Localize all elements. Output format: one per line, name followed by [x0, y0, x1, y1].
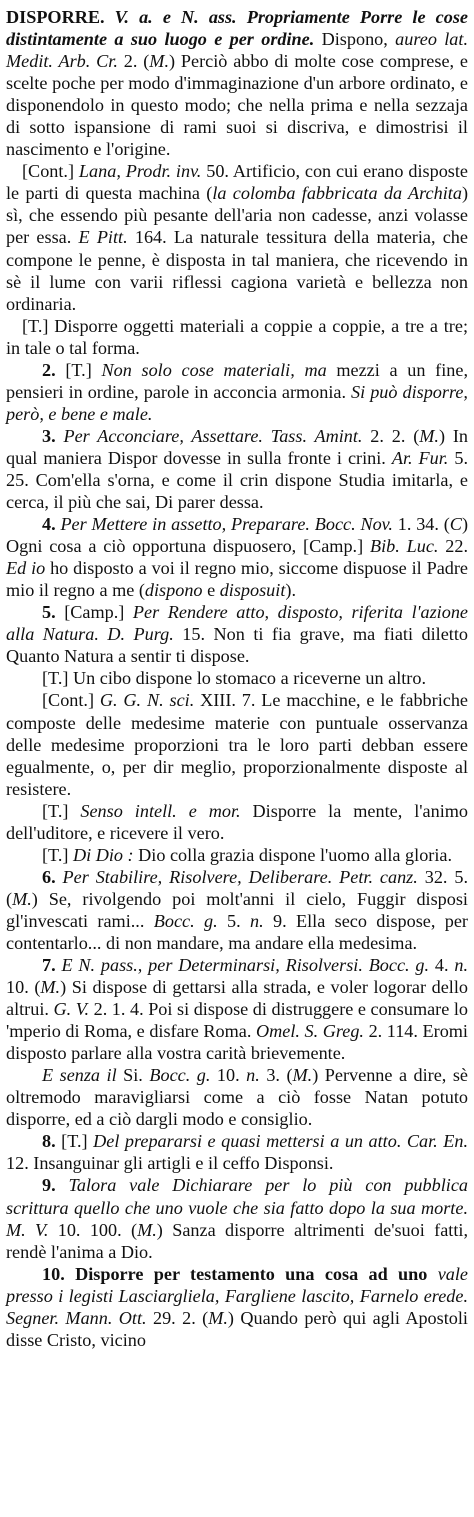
- entry-text: disposuit: [219, 580, 286, 601]
- entry-text: Bib. Luc.: [369, 536, 439, 557]
- entry-text: 2. 1. 4. Poi si dispose di distruggere e consumare lo 'mperio di Roma, e disfare Roma.: [6, 999, 468, 1042]
- entry-text: 22.: [438, 536, 469, 557]
- sense-number: 6.: [42, 866, 56, 887]
- entry-text: [Camp.]: [55, 602, 133, 623]
- entry-text: 10.: [210, 1065, 247, 1086]
- entry-text: 12. Insanguinar gli artigli e il ceffo Disponsi.: [6, 1153, 334, 1174]
- entry-text: [T.] Disporre oggetti materiali a coppie a coppie, a tre a tre; in tale o tal forma.: [6, 315, 468, 358]
- entry-text: M.: [12, 888, 32, 909]
- entry-text: 15. Non ti fia grave, ma fiati diletto Quanto Natura a sentir ti dispose.: [6, 624, 469, 667]
- entry-text: [Cont.]: [22, 161, 79, 182]
- entry-text: [T.]: [42, 844, 73, 865]
- entry-text: M.: [149, 51, 169, 72]
- entry-text: Si.: [116, 1065, 150, 1086]
- entry-text: Per Rendere atto, disposto, riferita l'azione alla Natura. D. Purg.: [6, 602, 468, 645]
- entry-paragraph: [6, 844, 468, 866]
- entry-text: 2. 114. Eromi disposto parlare alla vostra carità brievemente.: [6, 1021, 468, 1064]
- sense-number: 7.: [42, 955, 56, 976]
- entry-text: [Cont.]: [42, 690, 100, 711]
- entry-text: C: [449, 514, 462, 535]
- entry-text: Disporre per testamento una cosa ad uno: [64, 1263, 428, 1284]
- entry-text: XIII. 7. Le macchine, e le fabbriche composte delle medesime materie con puntuale osservanza delle medesime proporzioni tra le loro parti debban essere egualmente, o, per dir meglio, proporzionalmente disposte al resistere.: [6, 690, 468, 799]
- entry-paragraph: [6, 1130, 468, 1174]
- entry-text: Bocc. g.: [153, 910, 218, 931]
- entry-text: Per Acconciare, Assettare. Tass. Amint.: [55, 425, 363, 446]
- entry-text: Del prepararsi e quasi mettersi a un atto. Car. En.: [93, 1131, 468, 1152]
- entry-text: [T.]: [55, 1131, 94, 1152]
- sense-number: 3.: [42, 425, 56, 446]
- entry-paragraph: [6, 315, 468, 359]
- entry-text: 5.: [217, 910, 250, 931]
- entry-text: E Pitt.: [78, 227, 128, 248]
- entry-text: ) Sanza disporre altrimenti de'suoi fatti, rendè l'anima a Dio.: [6, 1219, 468, 1262]
- entry-text: n.: [246, 1065, 260, 1086]
- entry-text: Ed io: [6, 558, 46, 579]
- entry-text: M.: [137, 1219, 157, 1240]
- entry-text: M.: [208, 1307, 228, 1328]
- sense-number: 5.: [42, 602, 56, 623]
- entry-text: ).: [285, 580, 296, 601]
- entry-text: Si può disporre, però, e bene e male.: [6, 381, 468, 424]
- entry-text: M.: [40, 977, 61, 998]
- entry-text: Omel. S. Greg.: [255, 1021, 364, 1042]
- entry-text: G. G. N. sci.: [99, 690, 195, 711]
- entry-paragraph: [6, 1174, 468, 1262]
- entry-paragraph: [6, 601, 468, 667]
- entry-text: Per Stabilire, Risolvere, Deliberare. Petr. canz.: [55, 866, 418, 887]
- entry-text: aureo lat. Medit. Arb. Cr.: [6, 29, 468, 72]
- entry-text: n.: [250, 910, 264, 931]
- entry-text: Dispono,: [314, 29, 396, 50]
- entry-text: Non solo cose materiali, ma: [101, 359, 327, 380]
- entry-text: ) Pervenne a dire, sè oltremodo maravigliarsi come a ciò fosse Natan potuto disporre, ed a ciò dargli modo e consiglio.: [6, 1065, 469, 1130]
- entry-text: 3. (: [259, 1065, 293, 1086]
- entry-text: [T.]: [42, 800, 81, 821]
- entry-text: M.: [292, 1065, 313, 1086]
- entry-text: 2. 2. (: [362, 425, 420, 446]
- entry-text: 50. Artificio, con cui erano disposte le parti di questa machina (: [6, 161, 468, 204]
- entry-paragraph: [6, 425, 468, 513]
- entry-text: M.: [419, 425, 439, 446]
- entry-paragraph: [6, 689, 468, 799]
- sense-number: 2.: [42, 359, 56, 380]
- entry-paragraph: [6, 954, 468, 1064]
- entry-text: 164. La naturale tessitura della materia, che compone le penne, è disposta in tal maniera, che ricevendo in sè il lume con varii riflessi cagiona varietà e bellezza non ordinaria.: [6, 227, 468, 314]
- entry-text: 32. 5. (: [6, 866, 468, 909]
- sense-number: 4.: [42, 514, 56, 535]
- entry-text: 10. (: [6, 977, 41, 998]
- entry-paragraph: [6, 1263, 468, 1351]
- entry-text: Per Mettere in assetto, Preparare. Bocc. Nov.: [55, 514, 393, 535]
- entry-text: Ar. Fur.: [391, 447, 449, 468]
- entry-paragraph: [6, 866, 468, 954]
- entry-text: ho disposto a voi il regno mio, siccome dispuose il Padre mio il regno a me (: [6, 558, 468, 601]
- entry-text: ) Si dispose di gettarsi alla strada, e voler logorar dello altrui.: [6, 977, 468, 1020]
- entry-text: [T.]: [55, 359, 102, 380]
- entry-text: [T.] Un cibo dispone lo stomaco a riceverne un altro.: [42, 668, 426, 689]
- entry-text: 1. 34. (: [392, 514, 450, 535]
- sense-number: 10.: [42, 1263, 65, 1284]
- entry-text: ) Se, rivolgendo poi molt'anni il cielo, Fuggir disposi gl'invescati rami...: [6, 888, 468, 931]
- sense-number: 8.: [42, 1131, 56, 1152]
- entry-paragraph: [6, 6, 468, 160]
- entry-paragraph: [6, 513, 468, 601]
- entry-paragraph: [6, 160, 468, 314]
- entry-text: 2. (: [117, 51, 150, 72]
- entry-text: dispono: [144, 580, 203, 601]
- entry-text: 29. 2. (: [146, 1307, 209, 1328]
- entry-text: DISPORRE.: [6, 7, 105, 27]
- entry-text: Disporre la mente, l'animo dell'uditore, e ricevere il vero.: [6, 800, 469, 843]
- entry-text: mezzi a un fine, pensieri in ordine, parole in acconcia armonia.: [6, 359, 468, 402]
- entry-text: 9. Ella seco dispose, per contentarlo... di non mandare, ma andare ella medesima.: [6, 910, 468, 953]
- entry-text: ) Ogni cosa a ciò opportuna dispuosero, [Camp.]: [6, 514, 468, 557]
- entry-text: ) Quando però qui agli Apostoli disse Cristo, vicino: [6, 1307, 468, 1350]
- entry-text: G. V.: [53, 999, 90, 1020]
- entry-text: Talora vale Dichiarare per lo più con pubblica scrittura quello che uno vuole che sia fatto dopo la sua morte. M. V.: [6, 1175, 468, 1240]
- entry-text: E N. pass., per Determinarsi, Risolversi. Bocc. g.: [55, 955, 430, 976]
- entry-text: e: [202, 580, 220, 601]
- entry-text: ) sì, che essendo più pesante dell'aria non cadesse, anzi volasse per essa.: [6, 183, 468, 248]
- entry-text: la colomba fabbricata da Archita: [212, 183, 462, 204]
- entry-text: E senza il: [42, 1065, 117, 1086]
- sense-number: 9.: [42, 1175, 56, 1196]
- entry-text: 4.: [429, 955, 455, 976]
- entry-text: ) Perciò abbo di molte cose comprese, e scelte poche per modo d'immaginazione d'un arbore ordinato, e disponendolo in questo modo; che nella prima e nella sezzaja di sotto ispansione di rami suoi si discriva, e dimostrisi il nascimento e l'origine.: [6, 51, 468, 160]
- entry-text: Dio colla grazia dispone l'uomo alla gloria.: [133, 844, 453, 865]
- entry-text: V. a. e N. ass. Propriamente Porre le cose distintamente a suo luogo e per ordine.: [6, 7, 468, 50]
- entry-text: Senso intell. e mor.: [80, 800, 241, 821]
- dictionary-entry-disporre: [6, 6, 468, 1351]
- entry-paragraph: [6, 1064, 468, 1130]
- entry-text: Di Dio :: [72, 844, 134, 865]
- entry-text: 5. 25. Com'ella s'orna, e come il crin dispone Studia imitarla, e cerca, il più che sai, Di parer dessa.: [6, 447, 468, 513]
- entry-text: n.: [454, 955, 468, 976]
- entry-paragraph: [6, 667, 468, 689]
- entry-text: 10. 100. (: [48, 1219, 138, 1240]
- entry-paragraph: [6, 800, 468, 844]
- entry-text: Lana, Prodr. inv.: [78, 161, 202, 182]
- entry-text: ) In qual maniera Dispor dovesse in sulla fronte i crini.: [6, 425, 468, 468]
- entry-text: vale presso i legisti Lasciargliela, Fargliene lascito, Farnelo erede. Segner. Mann. Ott.: [6, 1263, 468, 1328]
- entry-text: Bocc. g.: [149, 1065, 211, 1086]
- entry-paragraph: [6, 359, 468, 425]
